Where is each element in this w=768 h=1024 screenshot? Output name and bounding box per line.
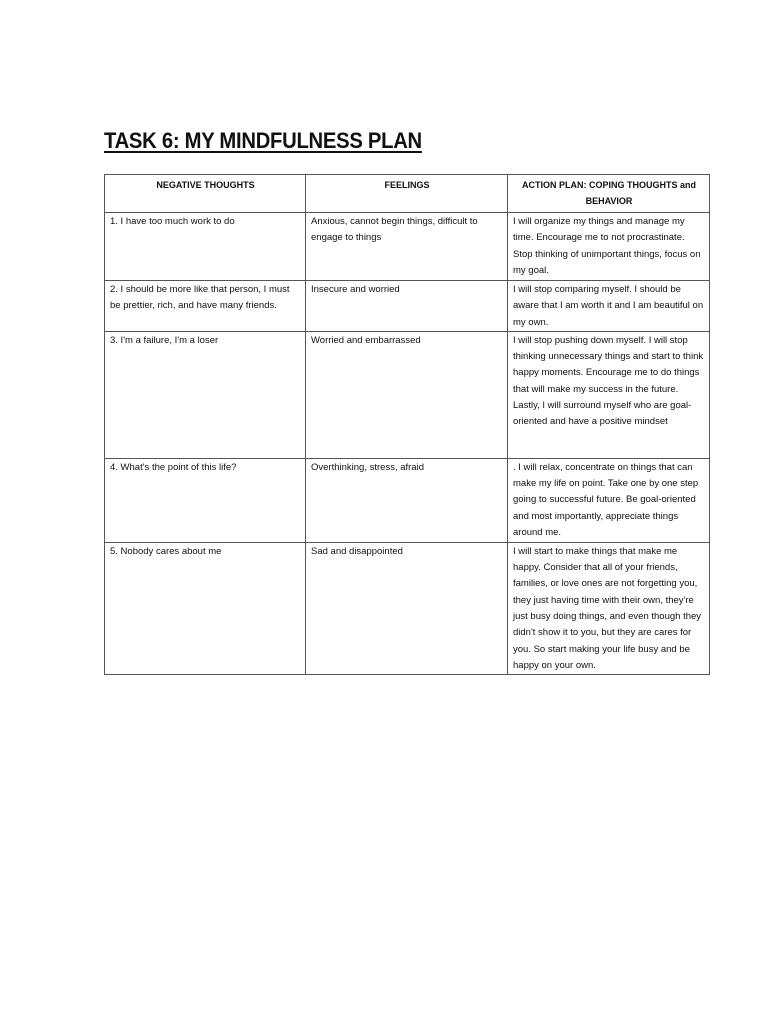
document-title: TASK 6: MY MINDFULNESS PLAN — [104, 128, 422, 153]
table-row — [105, 542, 710, 674]
action-plan-cell: I will start to make things that make me happy. Consider that all of your friends, families, or love ones are not forgetting you, they just having time with their own, they're just busy doing things, and even though they didn't show it to you, but they are cares for you. So start making your life busy and be happy on your own. — [508, 542, 710, 674]
feeling-cell: Sad and disappointed — [306, 542, 508, 674]
feeling-cell: Insecure and worried — [306, 281, 508, 332]
header-action-plan: ACTION PLAN: COPING THOUGHTS and BEHAVIOR — [508, 175, 710, 213]
negative-thought-cell: 4. What's the point of this life? — [105, 458, 306, 542]
feeling-cell: Anxious, cannot begin things, difficult to engage to things — [306, 213, 508, 281]
negative-thought-cell: 5. Nobody cares about me — [105, 542, 306, 674]
table-header-row — [105, 175, 710, 213]
negative-thought-cell: 2. I should be more like that person, I must be prettier, rich, and have many friends. — [105, 281, 306, 332]
action-plan-cell: I will stop comparing myself. I should be aware that I am worth it and I am beautiful on my own. — [508, 281, 710, 332]
negative-thought-cell: 3. I'm a failure, I'm a loser — [105, 331, 306, 458]
table-row — [105, 331, 710, 458]
table-row — [105, 458, 710, 542]
mindfulness-plan-table — [104, 174, 710, 675]
feeling-cell: Worried and embarrassed — [306, 331, 508, 458]
feeling-cell: Overthinking, stress, afraid — [306, 458, 508, 542]
action-plan-cell: I will organize my things and manage my time. Encourage me to not procrastinate. Stop thinking of unimportant things, focus on my goal. — [508, 213, 710, 281]
action-plan-cell: . I will relax, concentrate on things that can make my life on point. Take one by one step going to successful future. Be goal-oriented and most importantly, appreciate things around me. — [508, 458, 710, 542]
table-row — [105, 213, 710, 281]
header-feelings: FEELINGS — [306, 175, 508, 213]
negative-thought-cell: 1. I have too much work to do — [105, 213, 306, 281]
table-row — [105, 281, 710, 332]
action-plan-cell: I will stop pushing down myself. I will stop thinking unnecessary things and start to think happy moments. Encourage me to do things that will make my success in the future. Lastly, I will surround myself who are goal-oriented and have a positive mindset — [508, 331, 710, 458]
header-negative-thoughts: NEGATIVE THOUGHTS — [105, 175, 306, 213]
